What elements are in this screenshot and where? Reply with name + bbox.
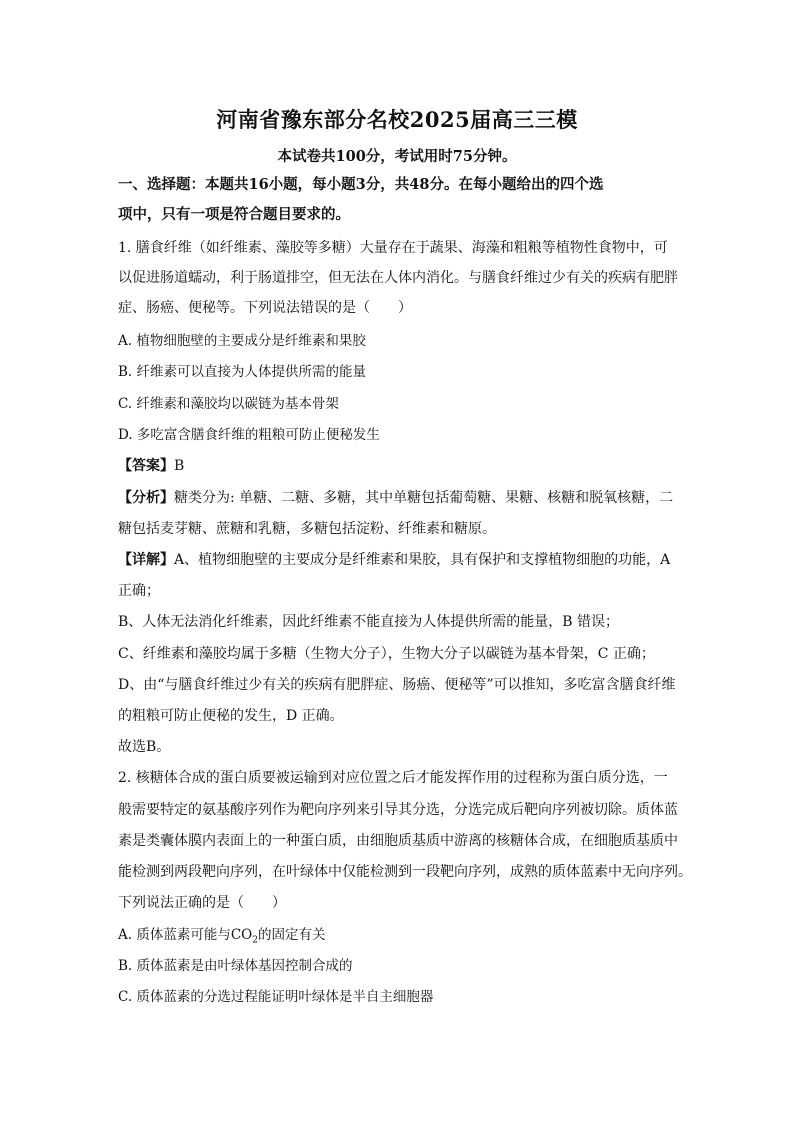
analysis-tag: 【分析】: [118, 490, 174, 506]
exam-title: 河南省豫东部分名校2025届高三三模: [216, 107, 578, 132]
analysis-text: 糖类分为: 单糖、二糖、多糖，其中单糖包括葡萄糖、果糖、核糖和脱氧核糖，二: [174, 490, 674, 506]
q2-option-a: [118, 925, 678, 945]
detail-text: A、植物细胞壁的主要成分是纤维素和果胶，具有保护和支撑植物细胞的功能，A: [174, 552, 671, 568]
q1-option-d: D. 多吃富含膳食纤维的粗粮可防止便秘发生: [118, 427, 380, 443]
q2-option-c: C. 质体蓝素的分选过程能证明叶绿体是半自主细胞器: [118, 989, 434, 1005]
q2-stem: 能检测到两段靶向序列，在叶绿体中仅能检测到一段靶向序列，成熟的质体蓝素中无向序列。: [118, 864, 692, 880]
q1-detail: [118, 550, 678, 570]
q1-stem: 以促进肠道蠕动，利于肠道排空，但无法在人体内消化。与膳食纤维过少有关的疾病有肥胖: [118, 270, 678, 286]
q1-answer: [118, 456, 678, 476]
q1-option-c: C. 纤维素和藻胶均以碳链为基本骨架: [118, 396, 339, 412]
exam-subtitle: 本试卷共100分，考试用时75分钟。: [277, 148, 517, 165]
q1-stem: 症、肠癌、便秘等。下列说法错误的是（ ）: [118, 300, 412, 316]
answer-value: B: [174, 458, 185, 474]
q2-option-a-text: A. 质体蓝素可能与CO: [118, 927, 253, 943]
q1-detail-c: C、纤维素和藻胶均属于多糖（生物大分子），生物大分子以碳链为基本骨架，C 正确；: [118, 646, 655, 662]
q2-option-b: B. 质体蓝素是由叶绿体基因控制合成的: [118, 958, 353, 974]
detail-tag: 【详解】: [118, 552, 174, 568]
q1-option-b: B. 纤维素可以直接为人体提供所需的能量: [118, 364, 367, 380]
q2-stem: 下列说法正确的是（ ）: [118, 895, 286, 911]
section-heading: 一、选择题：本题共16小题，每小题3分，共48分。在每小题给出的四个选: [118, 176, 604, 193]
q2-option-a-text-end: 的固定有关: [257, 927, 326, 943]
answer-tag: 【答案】: [118, 458, 174, 474]
q1-analysis-cont: 糖包括麦芽糖、蔗糖和乳糖，多糖包括淀粉、纤维素和糖原。: [118, 521, 496, 537]
q1-analysis: [118, 488, 678, 508]
q1-stem: 1. 膳食纤维（如纤维素、藻胶等多糖）大量存在于蔬果、海藻和粗粮等植物性食物中，可: [118, 240, 668, 256]
subscript: 2: [252, 935, 258, 946]
q2-stem: 般需要特定的氨基酸序列作为靶向序列来引导其分选，分选完成后靶向序列被切除。质体蓝: [118, 802, 678, 818]
q1-option-a: A. 植物细胞壁的主要成分是纤维素和果胶: [118, 333, 366, 349]
q2-stem: 素是类囊体膜内表面上的一种蛋白质，由细胞质基质中游离的核糖体合成，在细胞质基质中: [118, 833, 678, 849]
section-heading-cont: 项中，只有一项是符合题目要求的。: [118, 206, 350, 223]
q1-detail-d: D、由“与膳食纤维过少有关的疾病有肥胖症、肠癌、便秘等”可以推知，多吃富含膳食纤维: [118, 677, 676, 693]
q1-detail-b: B、人体无法消化纤维素，因此纤维素不能直接为人体提供所需的能量，B 错误；: [118, 614, 620, 630]
q1-detail-cont: 正确；: [118, 583, 160, 599]
q2-stem: 2. 核糖体合成的蛋白质要被运输到对应位置之后才能发挥作用的过程称为蛋白质分选，一: [118, 770, 668, 786]
q1-detail-d-cont: 的粗粮可防止便秘的发生，D 正确。: [118, 708, 344, 724]
q1-conclusion: 故选B。: [118, 739, 171, 755]
